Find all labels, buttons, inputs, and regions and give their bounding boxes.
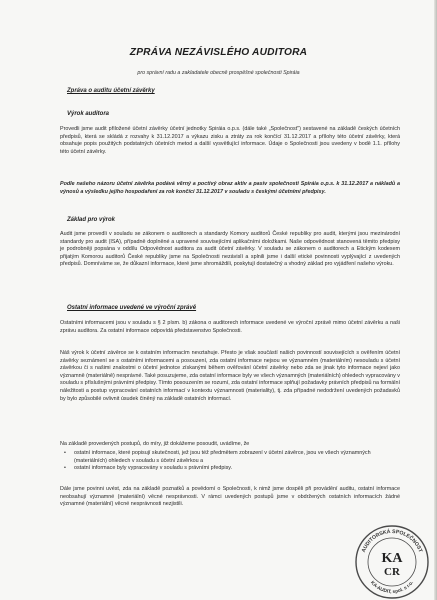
list-item xyxy=(64,450,394,465)
paragraph-procedures: Na základě provedených postupů, do míry, již dokážeme posoudit, uvádíme, že xyxy=(60,441,250,447)
paragraph-responsibility: Náš výrok k účetní závěrce se k ostatním informacím nevztahuje. Přesto je však součástí našich povinností souvisejících s ověřením účetní závěrky seznámení se s ostatními informacemi a posouzení, zda ostatní informace nejsou ve významném (materiálním) nesouladu s účetní závěrkou či s našimi znalostmi o účetní jednotce získanými během ověřování účetní závěrky nebo zda se jinak tyto informace nejeví jako významně (materiálně) nesprávné. Také posuzujeme, zda ostatní informace byly ve všech významných (materiálních) ohledech vypracovány v souladu s příslušnými právními předpisy. Tímto posouzením se rozumí, zda ostatní informace splňují požadavky právních předpisů na formální náležitosti a postup vypracování ostatních informací v kontextu významnosti (materiality), tj. zda případné nedodržení uvedených požadavků by bylo způsobilé ovlivnit úsudek činěný na základě ostatních informací. xyxy=(60,350,400,402)
paragraph-other-info: Ostatními informacemi jsou v souladu s § 2 písm. b) zákona o auditorech informace uvedené ve výroční zprávě mimo účetní závěrku a naši zprávu auditora. Za ostatní informace odpovídá představenstvo Společnosti. xyxy=(60,320,400,334)
paragraph-basis: Audit jsme provedli v souladu se zákonem o auditorech a standardy Komory auditorů České republiky pro audit, kterými jsou mezinárodní standardy pro audit (ISA), případně doplněné a upravené souvisejícími aplikačními doložkami. Naše odpovědnost stanovená těmito předpisy je podrobněji popsána v oddílu Odpovědnost auditora za audit účetní závěrky. V souladu se zákonem o auditorech a Etickým kodexem přijatým Komorou auditorů České republiky jsme na Společnosti nezávislí a splnili jsme i další etické povinnosti vyplývající z uvedených předpisů. Domníváme se, že důkazní informace, které jsme shromáždili, poskytují dostatečný a vhodný základ pro vyjádření našeho výroku. xyxy=(60,231,400,268)
list-item xyxy=(64,465,394,473)
subheading-basis: Základ pro výrok xyxy=(67,217,116,223)
stamp-logo-bottom: CR xyxy=(384,566,400,578)
auditor-stamp xyxy=(353,522,431,600)
conclusion-list xyxy=(64,450,394,473)
stamp-arc-top: AUDITORSKÁ SPOLEČNOST xyxy=(360,528,424,554)
subheading-opinion: Výrok auditora xyxy=(67,111,110,117)
list-item-text: ostatní informace, které popisují skutečnosti, jež jsou též předmětem zobrazení v účetní závěrce, jsou ve všech významných (materiálních) ohledech v souladu s účetní závěrkou a xyxy=(74,450,371,464)
paragraph-misstatement: Dále jsme povinni uvést, zda na základě poznatků a povědomí o Společnosti, k nimž jsme dospěli při provádění auditu, ostatní informace neobsahují významné (materiální) věcné nesprávnosti. V rámci uvedených postupů jsme v obdržených ostatních informacích žádné významné (materiální) věcné nesprávnosti nezjistili. xyxy=(60,486,400,508)
stamp-arc-bottom: KA-AUDIT, spol. s r.o. xyxy=(369,580,415,596)
section-heading-other-info: Ostatní informace uvedené ve výroční zprávě xyxy=(67,305,197,311)
report-title: ZPRÁVA NEZÁVISLÉHO AUDITORA xyxy=(129,47,308,58)
report-subtitle: pro správní radu a zakladatele obecně prospěšné společnosti Spiráia xyxy=(137,70,300,76)
paragraph-opinion: Podle našeho názoru účetní závěrka podává věrný a poctivý obraz aktiv a pasiv společnosti Spiráia o.p.s. k 31.12.2017 a nákladů a výnosů a výsledku jejího hospodaření za rok končící 31.12.2017 v souladu s českými účetními předpisy. xyxy=(60,181,400,195)
stamp-logo-top: KA xyxy=(381,551,403,566)
bullet-icon: • xyxy=(64,450,66,456)
bullet-icon: • xyxy=(64,465,66,472)
paragraph-scope: Provedli jsme audit přiložené účetní závěrky účetní jednotky Spiráia o.p.s. (dále také „Společnost") sestavené na základě českých účetních předpisů, která se skládá z rozvahy k 31.12.2017 a výkazu zisku a ztráty za rok končící 31.12.2017 a přílohy této účetní závěrky, která obsahuje popis použitých podstatných účetních metod a další vysvětlující informace. Údaje o Společnosti jsou uvedeny v bodě 1.1. přílohy této účetní závěrky. xyxy=(60,126,400,155)
list-item-text: ostatní informace byly vypracovány v souladu s právními předpisy. xyxy=(74,465,233,472)
section-heading-audit: Zpráva o auditu účetní závěrky xyxy=(67,88,155,94)
